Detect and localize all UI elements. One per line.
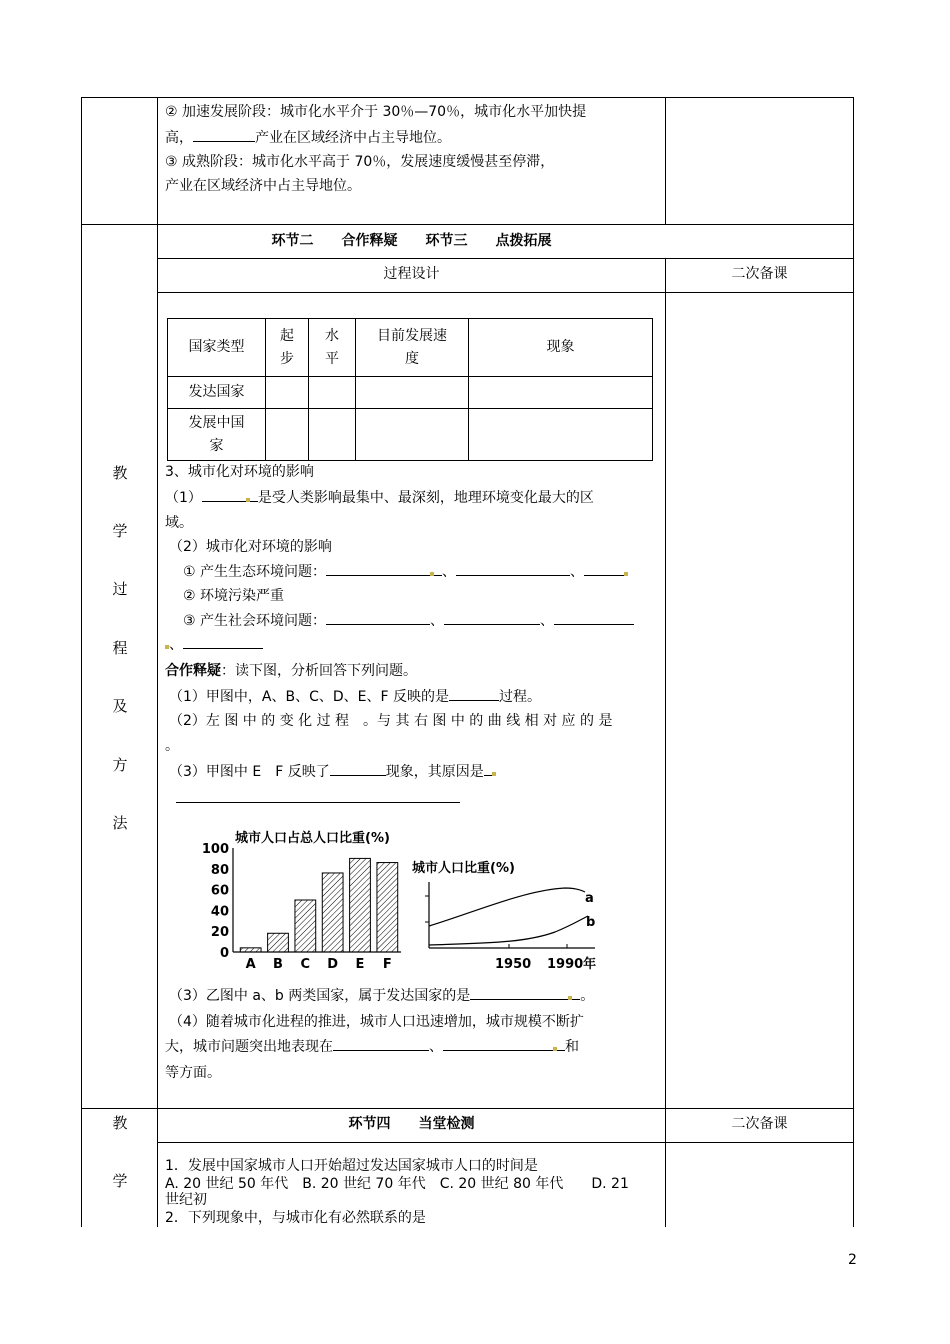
coop-q1: （1）甲图中，A、B、C、D、E、F 反映的是 过程。 xyxy=(169,685,541,709)
chart-q4-cont2: 等方面。 xyxy=(165,1065,221,1081)
table-cell[interactable] xyxy=(356,409,469,461)
series-a-label: a xyxy=(585,891,594,906)
bar xyxy=(240,948,261,952)
section2-header: 环节二 合作释疑 环节三 点拨拓展 xyxy=(271,233,552,249)
stage-mature-text-cont: 产业在区域经济中占主导地位。 xyxy=(165,178,361,194)
blank[interactable] xyxy=(554,610,634,625)
bar xyxy=(377,863,398,952)
test-q2: 2．下列现象中，与城市化有必然联系的是 xyxy=(165,1210,426,1226)
y-tick-label: 80 xyxy=(210,862,229,878)
x-tick-label: F xyxy=(382,957,392,972)
table-divider-right xyxy=(665,97,666,224)
table-cell[interactable] xyxy=(309,377,356,409)
blank[interactable] xyxy=(434,561,442,576)
blank[interactable] xyxy=(444,610,540,625)
side-label-char: 过 xyxy=(112,580,128,598)
table-header-cell: 目前发展速 度 xyxy=(356,319,469,377)
backup-label: 二次备课 xyxy=(731,266,788,282)
table-cell[interactable] xyxy=(266,409,309,461)
mark xyxy=(624,572,628,576)
env-q2-c-cont: 、 xyxy=(165,633,263,657)
blank[interactable] xyxy=(183,634,263,649)
row-divider-1 xyxy=(81,224,854,225)
backup-label: 二次备课 xyxy=(731,1116,788,1132)
table-cell[interactable] xyxy=(309,409,356,461)
table-cell[interactable] xyxy=(356,377,469,409)
bar-chart xyxy=(195,820,415,972)
table-cell[interactable] xyxy=(469,409,653,461)
blank[interactable] xyxy=(326,610,430,625)
side-label-char: 方 xyxy=(112,756,128,774)
series-a-line xyxy=(429,888,585,926)
answer-line xyxy=(176,802,460,803)
test-q1-options: A. 20 世纪 50 年代 B. 20 世纪 70 年代 C. 20 世纪 80 年代 D. 21 xyxy=(165,1176,629,1192)
side-label-char: 程 xyxy=(112,639,128,657)
chart-q4-cont: 大，城市问题突出地表现在 、 和 xyxy=(165,1035,579,1059)
y-tick-label: 100 xyxy=(201,842,229,857)
table-border-left xyxy=(81,97,82,1227)
table-header-cell: 起 步 xyxy=(266,319,309,377)
row-divider-2 xyxy=(157,258,854,259)
x-tick-label: B xyxy=(273,957,283,972)
bar xyxy=(322,873,343,952)
table-border-right xyxy=(853,97,854,1227)
table-cell: 发展中国 家 xyxy=(168,409,266,461)
table-cell[interactable] xyxy=(469,377,653,409)
page-number: 2 xyxy=(848,1252,857,1268)
table-cell: 发达国家 xyxy=(168,377,266,409)
bar xyxy=(295,900,316,952)
env-q2-b: ② 环境污染严重 xyxy=(183,588,285,604)
env-q2: （2）城市化对环境的影响 xyxy=(169,539,332,555)
line-chart-title: 城市人口比重(%) xyxy=(412,861,515,876)
side-label-char: 及 xyxy=(112,697,128,715)
blank[interactable] xyxy=(202,487,246,502)
stage-mature-text: ③ 成熟阶段：城市化水平高于 70％，发展速度缓慢甚至停滞， xyxy=(165,154,555,170)
table-row xyxy=(168,377,653,409)
bar xyxy=(350,858,371,952)
blank[interactable] xyxy=(333,1036,429,1051)
process-design-label: 过程设计 xyxy=(383,266,440,282)
blank[interactable] xyxy=(326,561,430,576)
env-q2-a: ① 产生生态环境问题： 、 、 xyxy=(183,560,628,584)
table-header-cell: 水 平 xyxy=(309,319,356,377)
x-tick-label: A xyxy=(245,957,256,972)
table-border-top xyxy=(81,97,854,98)
coop-intro: 合作释疑：读下图，分析回答下列问题。 xyxy=(165,663,417,679)
series-b-label: b xyxy=(586,915,596,930)
y-tick-label: 0 xyxy=(219,946,229,961)
side-label-char: 法 xyxy=(112,814,128,832)
table-divider-right-2 xyxy=(665,258,666,1110)
table-row xyxy=(168,409,653,461)
coop-q2-cont: 。 xyxy=(165,738,179,754)
x-tick-label: 1990年 xyxy=(547,957,597,972)
bar xyxy=(268,933,289,952)
blank[interactable] xyxy=(470,985,568,1000)
table-header-cell: 国家类型 xyxy=(168,319,266,377)
x-tick-label: D xyxy=(327,957,339,972)
blank[interactable] xyxy=(193,127,255,142)
coop-q2: （2）左 图 中 的 变 化 过 程 。与 其 右 图 中 的 曲 线 相 对 应 的 是 xyxy=(169,713,613,729)
chart-q3: （3）乙图中 a、b 两类国家，属于发达国家的是 。 xyxy=(169,984,594,1008)
blank[interactable] xyxy=(557,1036,565,1051)
mark xyxy=(492,772,496,776)
blank[interactable] xyxy=(250,487,258,502)
env-q1: （1） 是受人类影响最集中、最深刻，地理环境变化最大的区 xyxy=(165,486,594,510)
blank[interactable] xyxy=(484,761,492,776)
y-tick-label: 40 xyxy=(210,904,229,920)
bar-group xyxy=(240,858,397,972)
table-header-cell: 现象 xyxy=(469,319,653,377)
stage-accelerate-text: ② 加速发展阶段：城市化水平介于 30％—70％，城市化水平加快提 xyxy=(165,104,587,120)
line-chart xyxy=(405,848,605,972)
x-tick-label: 1950 xyxy=(495,957,532,972)
side-label-char: 教 xyxy=(112,1114,128,1132)
blank[interactable] xyxy=(584,561,624,576)
row-divider-3 xyxy=(157,292,854,293)
blank[interactable] xyxy=(456,561,570,576)
test-q1-options-cont: 世纪初 xyxy=(165,1192,207,1208)
blank[interactable] xyxy=(330,761,386,776)
env-title: 3、城市化对环境的影响 xyxy=(165,464,314,480)
table-cell[interactable] xyxy=(266,377,309,409)
side-label-char: 教 xyxy=(112,464,128,482)
chart-q4: （4）随着城市化进程的推进，城市人口迅速增加，城市规模不断扩 xyxy=(169,1014,584,1030)
coop-q3: （3）甲图中 E F 反映了 现象，其原因是 xyxy=(169,760,496,784)
country-comparison-table xyxy=(167,318,653,461)
env-q2-c: ③ 产生社会环境问题： 、 、 xyxy=(183,609,634,633)
stage-accelerate-text-cont: 高， 产业在区域经济中占主导地位。 xyxy=(165,126,451,150)
blank[interactable] xyxy=(449,686,499,701)
bar-chart-title: 城市人口占总人口比重(%) xyxy=(235,831,390,846)
side-label-char: 学 xyxy=(112,1172,128,1190)
side-label-char: 学 xyxy=(112,522,128,540)
test-q1: 1．发展中国家城市人口开始超过发达国家城市人口的时间是 xyxy=(165,1158,538,1174)
row-divider-5 xyxy=(157,1142,854,1143)
row-divider-4 xyxy=(81,1108,854,1109)
section4-header: 环节四 当堂检测 xyxy=(348,1116,475,1132)
x-tick-label: C xyxy=(300,957,311,972)
y-tick-label: 60 xyxy=(210,883,229,899)
blank[interactable] xyxy=(443,1036,553,1051)
series-b-line xyxy=(429,916,588,945)
x-tick-label: E xyxy=(355,957,365,972)
y-tick-label: 20 xyxy=(210,925,229,941)
env-q1-cont: 域。 xyxy=(165,515,193,531)
